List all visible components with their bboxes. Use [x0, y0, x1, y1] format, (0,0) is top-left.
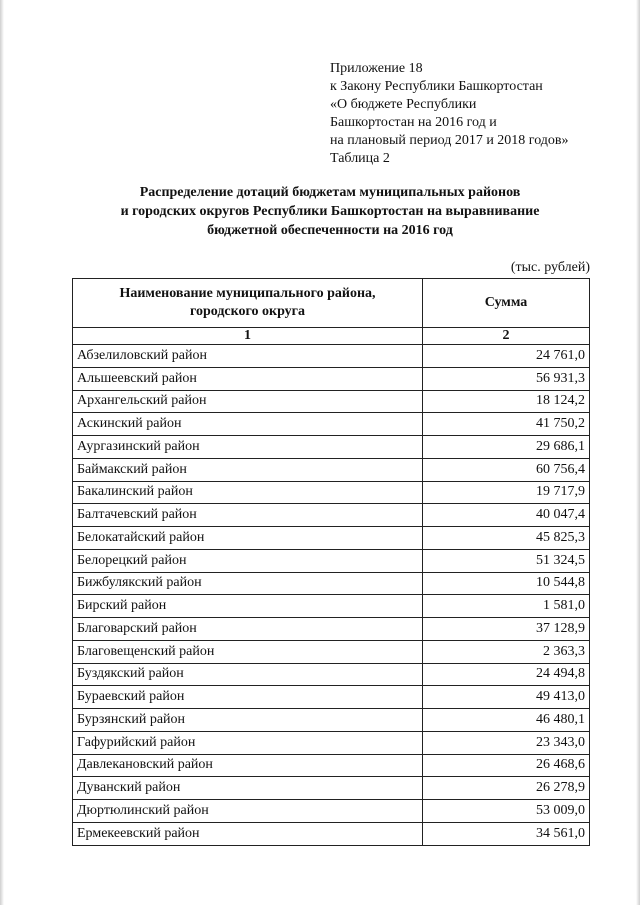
- district-amount: 18 124,2: [423, 390, 590, 413]
- district-name: Благовещенский район: [73, 640, 423, 663]
- header-name: [73, 279, 423, 328]
- district-name: Баймакский район: [73, 458, 423, 481]
- table-row: [73, 436, 590, 459]
- district-name: Архангельский район: [73, 390, 423, 413]
- district-name: Дуванский район: [73, 777, 423, 800]
- district-amount: 24 494,8: [423, 663, 590, 686]
- district-name: Аургазинский район: [73, 436, 423, 459]
- table-row: [73, 686, 590, 709]
- table-row: [73, 777, 590, 800]
- column-number-row: [73, 328, 590, 345]
- appendix-line: к Закону Республики Башкортостан: [330, 79, 543, 94]
- district-name: Балтачевский район: [73, 504, 423, 527]
- title-line: и городских округов Республики Башкортостан на выравнивание: [120, 204, 540, 219]
- table-row: [73, 458, 590, 481]
- district-amount: 23 343,0: [423, 731, 590, 754]
- district-amount: 26 468,6: [423, 754, 590, 777]
- scan-left-edge: [0, 0, 4, 905]
- district-name: Бакалинский район: [73, 481, 423, 504]
- district-amount: 2 363,3: [423, 640, 590, 663]
- district-amount: 37 128,9: [423, 618, 590, 641]
- table-row: [73, 367, 590, 390]
- appendix-line: на плановый период 2017 и 2018 годов»: [330, 133, 569, 148]
- header-name-line: Наименование муниципального района,: [119, 286, 376, 301]
- district-amount: 19 717,9: [423, 481, 590, 504]
- district-amount: 51 324,5: [423, 549, 590, 572]
- district-name: Давлекановский район: [73, 754, 423, 777]
- district-name: Белокатайский район: [73, 527, 423, 550]
- district-name: Бижбулякский район: [73, 572, 423, 595]
- district-name: Белорецкий район: [73, 549, 423, 572]
- table-row: [73, 390, 590, 413]
- table-row: [73, 618, 590, 641]
- district-amount: 10 544,8: [423, 572, 590, 595]
- district-name: Альшеевский район: [73, 367, 423, 390]
- table-row: [73, 731, 590, 754]
- table-row: [73, 640, 590, 663]
- district-name: Ермекеевский район: [73, 822, 423, 845]
- district-name: Дюртюлинский район: [73, 800, 423, 823]
- district-amount: 24 761,0: [423, 345, 590, 368]
- header-name-line: городского округа: [189, 304, 306, 319]
- appendix-line: «О бюджете Республики: [330, 97, 477, 112]
- column-number: 1: [73, 328, 423, 345]
- table-row: [73, 822, 590, 845]
- district-name: Буздякский район: [73, 663, 423, 686]
- district-amount: 45 825,3: [423, 527, 590, 550]
- district-amount: 34 561,0: [423, 822, 590, 845]
- header-amount: Сумма: [423, 279, 590, 328]
- table-row: [73, 481, 590, 504]
- district-name: Бурзянский район: [73, 709, 423, 732]
- table-row: [73, 709, 590, 732]
- table-row: [73, 345, 590, 368]
- district-amount: 41 750,2: [423, 413, 590, 436]
- appendix-line: Приложение 18: [330, 61, 423, 76]
- scan-right-edge: [636, 0, 640, 905]
- appendix-line: Башкортостан на 2016 год и: [330, 115, 497, 130]
- district-amount: 26 278,9: [423, 777, 590, 800]
- table-header-row: [73, 279, 590, 328]
- table-row: [73, 572, 590, 595]
- table-row: [73, 527, 590, 550]
- appendix-block: [330, 60, 569, 168]
- district-name: Бирский район: [73, 595, 423, 618]
- district-name: Бураевский район: [73, 686, 423, 709]
- table-row: [73, 663, 590, 686]
- title-line: бюджетной обеспеченности на 2016 год: [207, 223, 453, 238]
- district-amount: 56 931,3: [423, 367, 590, 390]
- table-row: [73, 595, 590, 618]
- district-amount: 49 413,0: [423, 686, 590, 709]
- district-amount: 29 686,1: [423, 436, 590, 459]
- appendix-line: Таблица 2: [330, 151, 390, 166]
- column-number: 2: [423, 328, 590, 345]
- district-amount: 60 756,4: [423, 458, 590, 481]
- district-name: Гафурийский район: [73, 731, 423, 754]
- table-row: [73, 549, 590, 572]
- district-amount: 53 009,0: [423, 800, 590, 823]
- table-row: [73, 800, 590, 823]
- table-row: [73, 413, 590, 436]
- district-name: Абзелиловский район: [73, 345, 423, 368]
- document-title: [70, 183, 590, 240]
- district-name: Благоварский район: [73, 618, 423, 641]
- subsidy-table: [72, 278, 590, 846]
- units-label: (тыс. рублей): [510, 260, 590, 275]
- district-name: Аскинский район: [73, 413, 423, 436]
- table-row: [73, 754, 590, 777]
- district-amount: 40 047,4: [423, 504, 590, 527]
- title-line: Распределение дотаций бюджетам муниципальных районов: [139, 185, 521, 200]
- table-row: [73, 504, 590, 527]
- district-amount: 46 480,1: [423, 709, 590, 732]
- district-amount: 1 581,0: [423, 595, 590, 618]
